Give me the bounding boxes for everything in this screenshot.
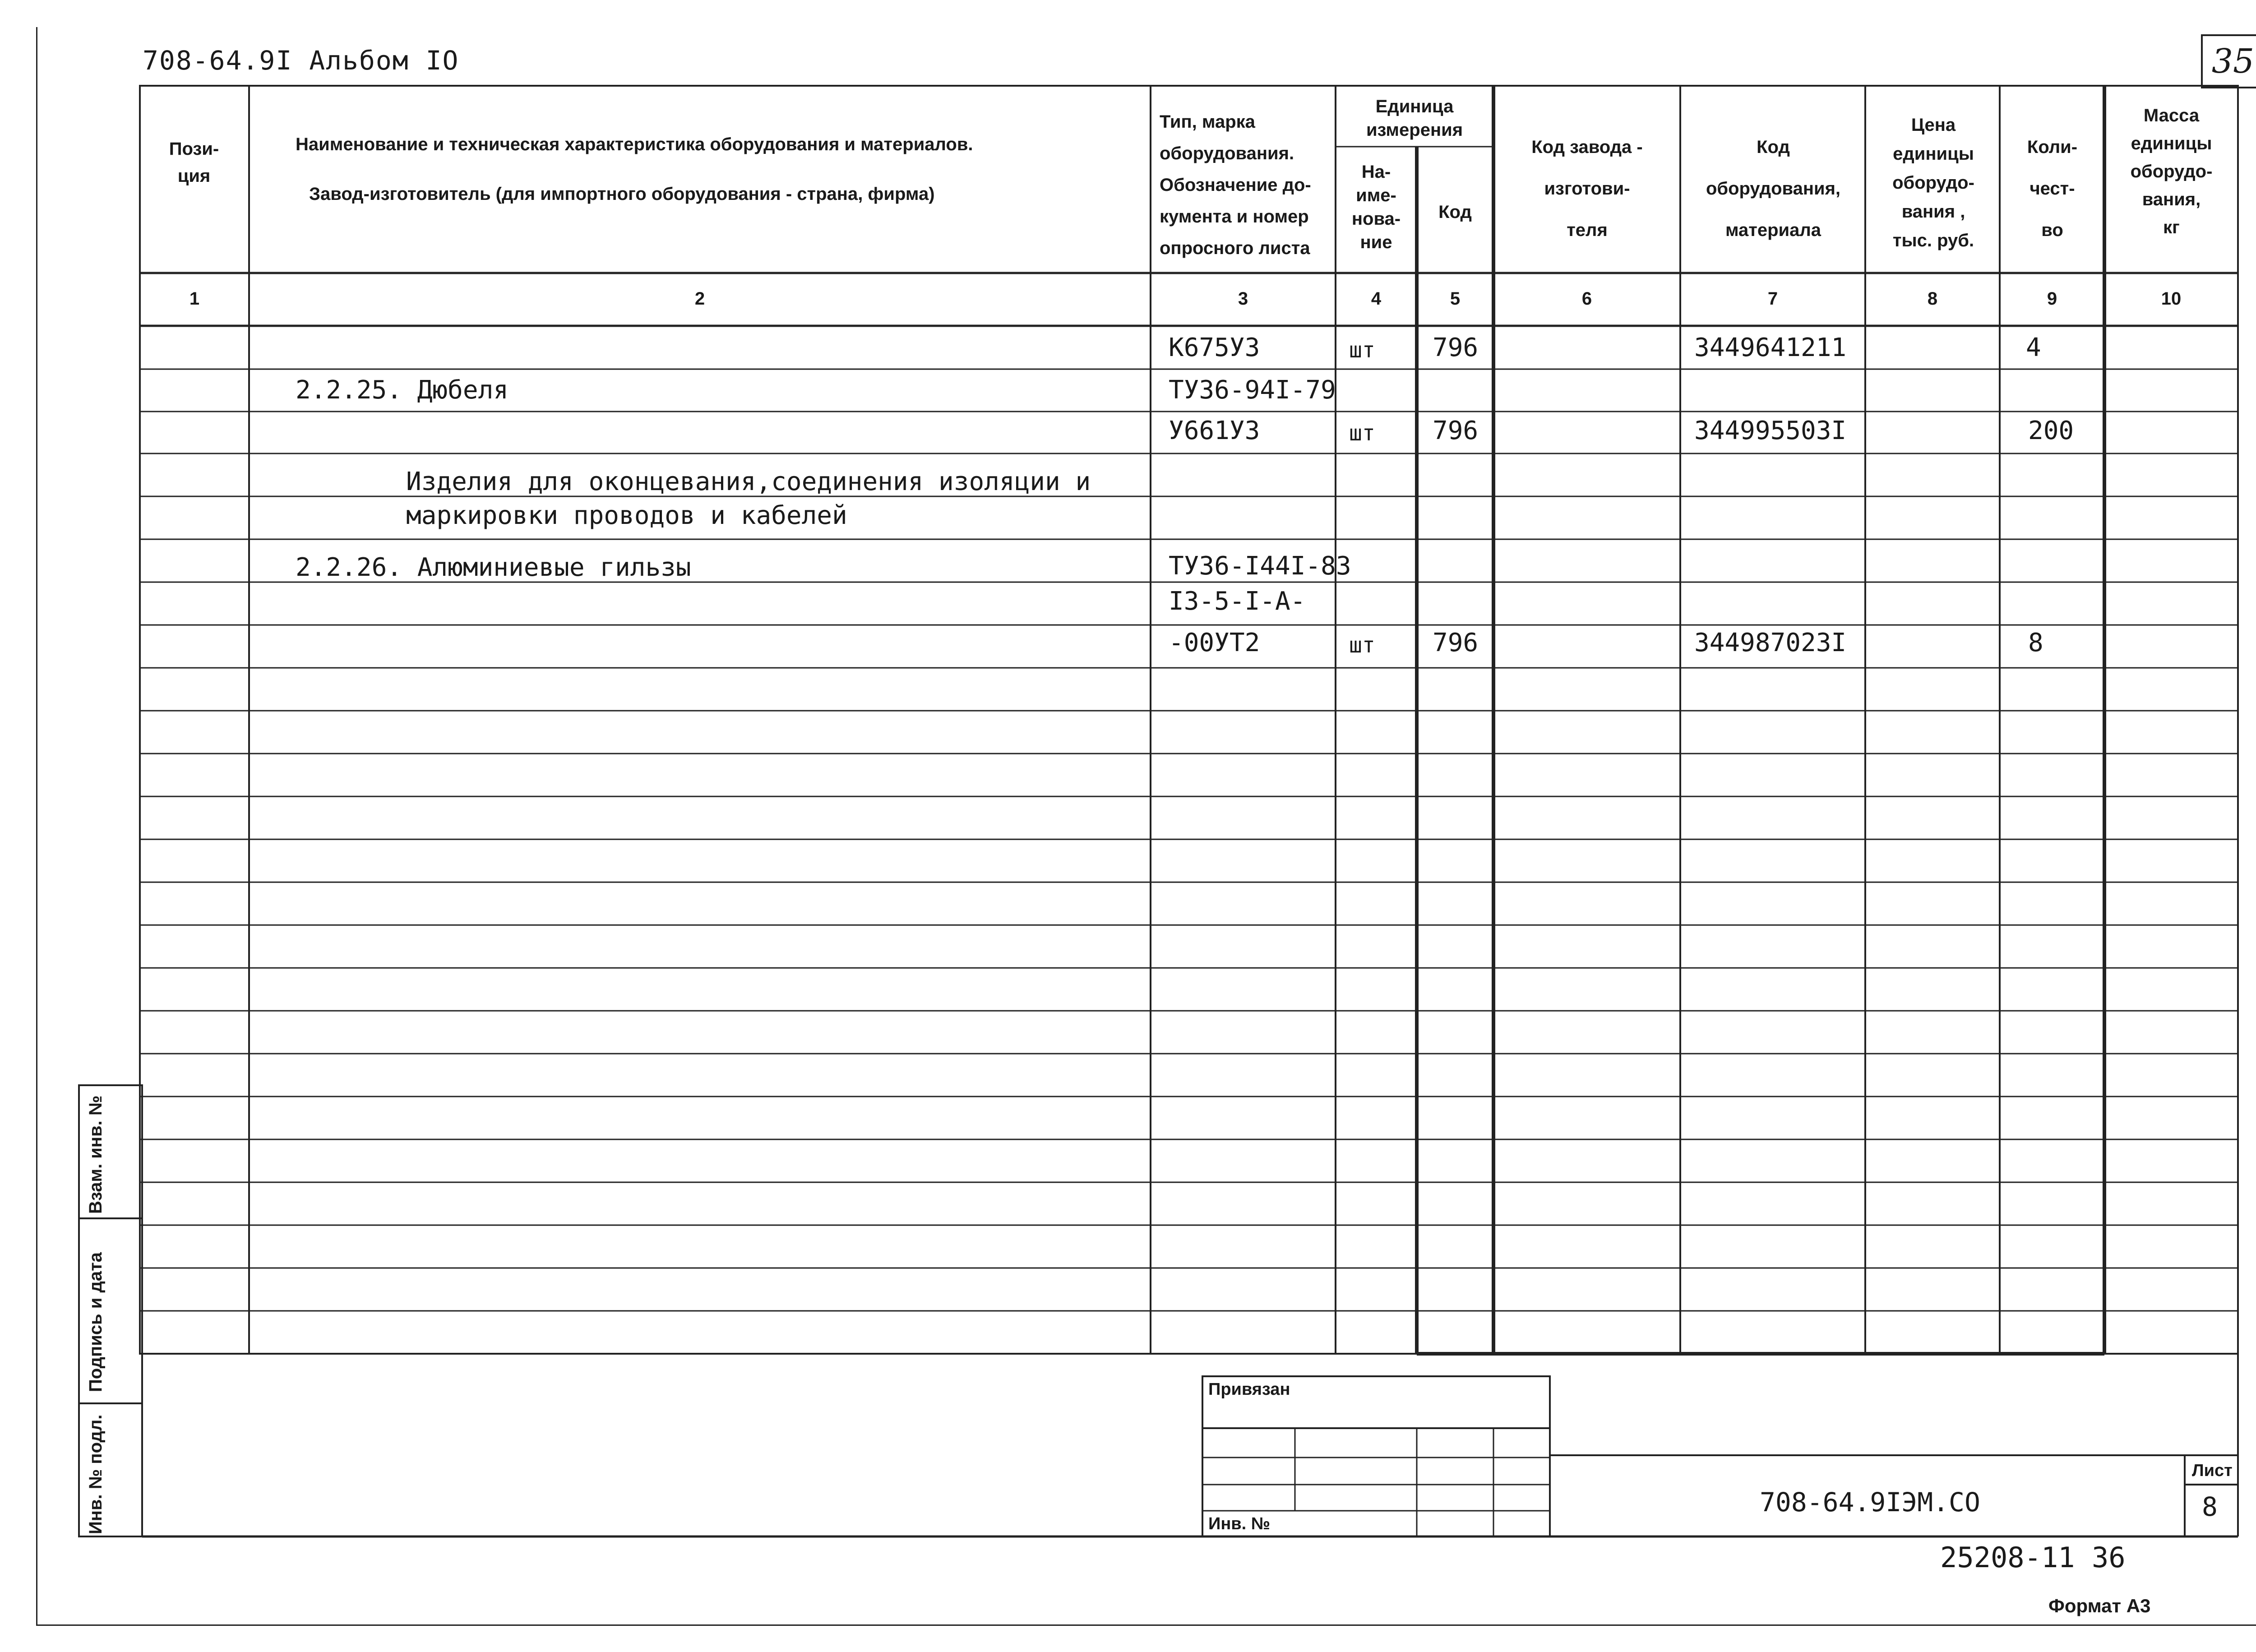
row1-quantity: 4 bbox=[2026, 333, 2041, 362]
header-factory-code: Код завода - изготови- теля bbox=[1531, 137, 1643, 240]
row1-type: К675У3 bbox=[1169, 333, 1260, 362]
stamp-sheet-number: 8 bbox=[2202, 1491, 2218, 1522]
row8-code: 796 bbox=[1433, 628, 1479, 657]
row3-equipment-code: 344995503I bbox=[1694, 416, 1847, 445]
row3-unit: шт bbox=[1349, 421, 1375, 446]
header-mass: Масса единицы оборудо- вания, кг bbox=[2130, 106, 2213, 237]
column-number: 4 bbox=[1371, 289, 1382, 309]
row2-name: 2.2.25. Дюбеля bbox=[296, 375, 509, 405]
row1-unit: шт bbox=[1349, 338, 1375, 363]
section-title-line2: маркировки проводов и кабелей bbox=[406, 501, 847, 530]
column-number: 2 bbox=[694, 289, 705, 309]
header-unit-code: Код bbox=[1438, 202, 1472, 222]
header-equipment-code: Код оборудования, материала bbox=[1706, 137, 1841, 240]
row8-equipment-code: 344987023I bbox=[1694, 628, 1847, 657]
section-title-line1: Изделия для оконцевания,соединения изоляции и bbox=[406, 467, 1091, 496]
side-label-original-inv: Инв. № подл. bbox=[86, 1414, 106, 1534]
header-unit-name: На- име- нова- ние bbox=[1351, 162, 1401, 252]
side-label-signature-date: Подпись и дата bbox=[86, 1252, 106, 1392]
column-number: 10 bbox=[2161, 289, 2182, 309]
row8-quantity: 8 bbox=[2028, 628, 2043, 657]
sheet-label: Лист bbox=[2192, 1461, 2233, 1480]
header-unit-group: Единица измерения bbox=[1366, 97, 1463, 140]
column-number: 7 bbox=[1767, 289, 1778, 309]
column-number: 3 bbox=[1238, 289, 1248, 309]
stamp-inventory-label: Инв. № bbox=[1208, 1514, 1271, 1533]
sheet-number: 35 bbox=[2201, 34, 2256, 88]
header-position: Пози- ция bbox=[169, 139, 219, 186]
column-number: 1 bbox=[189, 289, 200, 309]
row6-name: 2.2.26. Алюминиевые гильзы bbox=[296, 553, 691, 582]
column-number: 9 bbox=[2047, 289, 2057, 309]
header-quantity: Коли- чест- во bbox=[2027, 137, 2078, 240]
header-type: Тип, марка оборудования. Обозначение до- кумента и номер опросного листа bbox=[1160, 112, 1311, 258]
column-number: 5 bbox=[1450, 289, 1461, 309]
header-price: Цена единицы оборудо- вания , тыс. руб. bbox=[1892, 115, 1974, 250]
row3-code: 796 bbox=[1433, 416, 1479, 445]
row8-unit: шт bbox=[1349, 633, 1375, 658]
stamp-bound-label: Привязан bbox=[1208, 1380, 1290, 1399]
side-label-replacement-inv: Взам. инв. № bbox=[86, 1095, 106, 1214]
document-code: 708-64.9IЭМ.СО bbox=[1760, 1487, 1980, 1518]
row7-type: I3-5-I-А- bbox=[1169, 587, 1306, 616]
column-number: 8 bbox=[1927, 289, 1938, 309]
paper-format: Формат А3 bbox=[2048, 1595, 2151, 1616]
row3-type: У661У3 bbox=[1169, 416, 1260, 445]
row3-quantity: 200 bbox=[2028, 416, 2074, 445]
header-manufacturer: Завод-изготовитель (для импортного оборудования - страна, фирма) bbox=[309, 184, 935, 204]
row8-type: -00УТ2 bbox=[1169, 628, 1260, 657]
row2-type: ТУ36-94I-79 bbox=[1169, 375, 1336, 405]
row6-type: ТУ36-I44I-83 bbox=[1169, 551, 1351, 581]
row1-equipment-code: 3449641211 bbox=[1694, 333, 1847, 362]
archive-number: 25208-11 36 bbox=[1940, 1541, 2126, 1574]
header-name: Наименование и техническая характеристика оборудования и материалов. bbox=[296, 134, 973, 154]
document-reference: 708-64.9I Альбом IO bbox=[143, 45, 459, 76]
row1-code: 796 bbox=[1433, 333, 1479, 362]
column-number: 6 bbox=[1581, 289, 1592, 309]
